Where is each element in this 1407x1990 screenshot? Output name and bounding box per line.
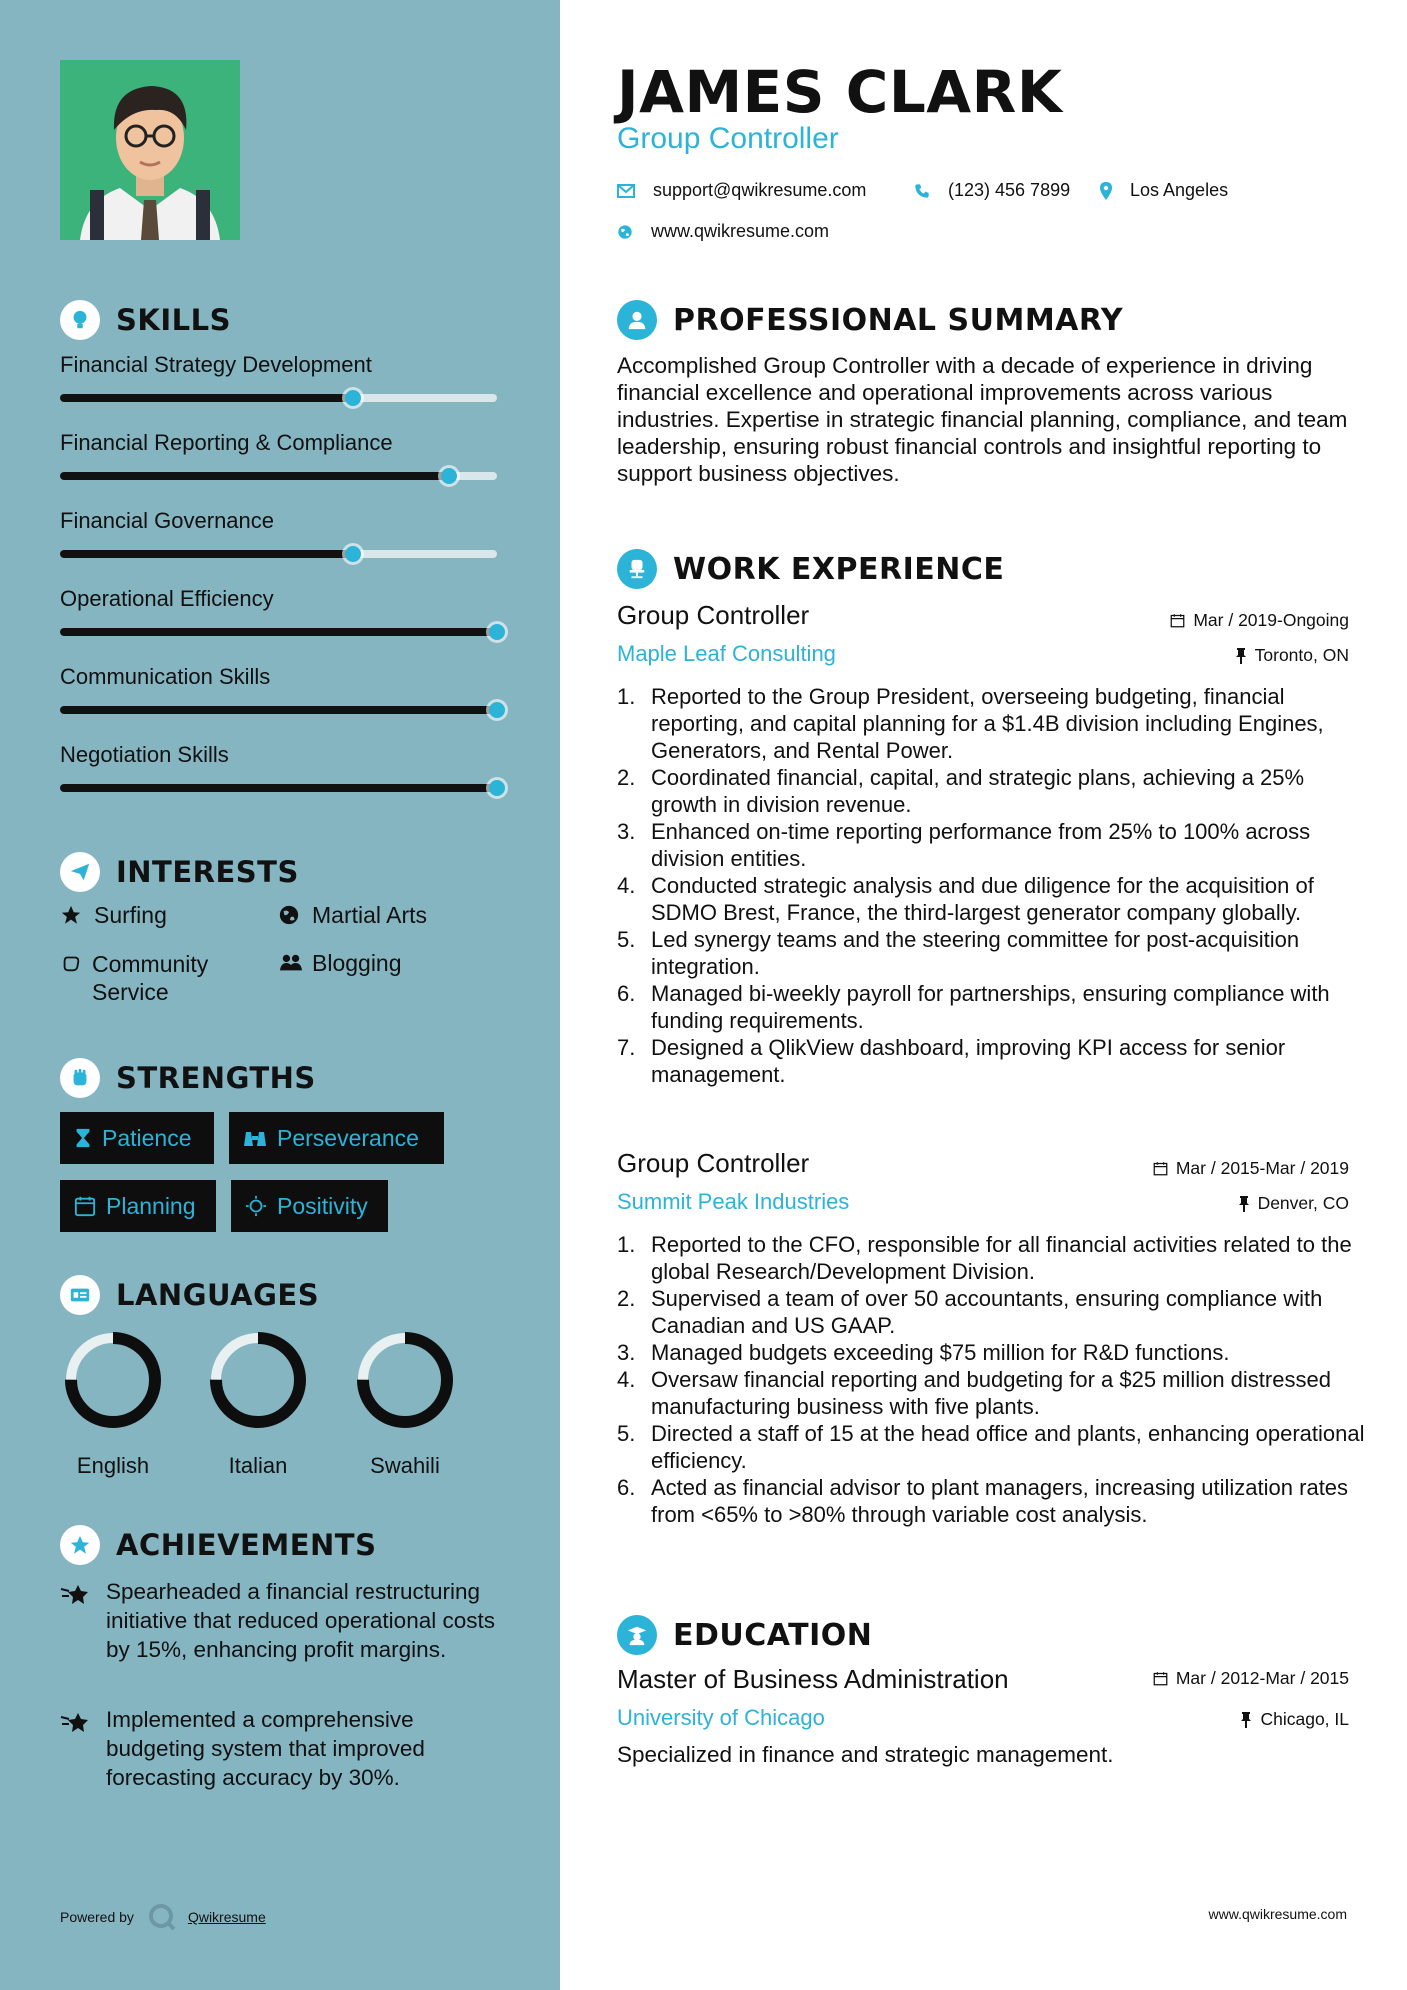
interest-label: Surfing [94, 902, 167, 928]
language-name: Swahili [370, 1453, 440, 1478]
education-location-text: Chicago, IL [1260, 1709, 1349, 1729]
interest-item [60, 950, 260, 1006]
job-dates-text: Mar / 2015-Mar / 2019 [1175, 1158, 1349, 1178]
contact-phone[interactable] [914, 180, 1070, 201]
skill-bar [60, 472, 497, 480]
strength-label: Patience [102, 1124, 192, 1151]
contact-email[interactable] [617, 180, 866, 201]
profile-photo [60, 60, 240, 240]
duty-item: Managed bi-weekly payroll for partnerships, ensuring compliance with funding requirements. [651, 981, 1330, 1033]
achievement-text: Spearheaded a financial restructuring initiative that reduced operational costs by 15%, enhancing profit margins. [106, 1579, 495, 1662]
experience-heading [617, 549, 1004, 589]
phone-text: (123) 456 7899 [948, 180, 1071, 200]
strength-tag [60, 1112, 214, 1164]
job-dates-text: Mar / 2019-Ongoing [1193, 610, 1349, 630]
interests-title: INTERESTS [116, 855, 299, 889]
language-ring [355, 1330, 455, 1430]
hand-icon [60, 950, 82, 980]
education-description: Specialized in finance and strategic management. [617, 1742, 1114, 1767]
user-icon [617, 300, 657, 340]
achievements-title: ACHIEVEMENTS [116, 1528, 377, 1562]
footer-website[interactable]: www.qwikresume.com [1208, 1906, 1347, 1922]
job-title: Group Controller [617, 600, 810, 630]
school-name: University of Chicago [617, 1705, 825, 1730]
office-chair-icon [617, 549, 657, 589]
pushpin-icon [1235, 648, 1247, 664]
duty-item: Conducted strategic analysis and due diligence for the acquisition of SDMO Brest, France, the third-largest generator company globally. [651, 873, 1314, 925]
shooting-star-icon [60, 1577, 94, 1664]
degree-title: Master of Business Administration [617, 1664, 1009, 1694]
skill-label: Operational Efficiency [60, 586, 274, 611]
qwikresume-logo-icon [148, 1903, 176, 1931]
email-text: support@qwikresume.com [653, 180, 867, 200]
summary-text: Accomplished Group Controller with a decade of experience in driving financial excellence and operational improvements across various industries. Expertise in strategic financial planning, compliance, and team leadership, ensuring robust financial controls and insightful reporting to support business objectives. [617, 353, 1348, 486]
skill-item [60, 664, 497, 714]
skill-label: Financial Strategy Development [60, 352, 372, 377]
interest-item [278, 902, 427, 932]
strength-label: Planning [106, 1192, 196, 1219]
skill-bar [60, 628, 497, 636]
skill-knob [345, 390, 361, 406]
skill-knob [441, 468, 457, 484]
sidebar [0, 0, 560, 1990]
skill-label: Financial Governance [60, 508, 275, 533]
envelope-icon [617, 184, 635, 198]
summary-title: PROFESSIONAL SUMMARY [673, 302, 1124, 338]
duty-item: Reported to the CFO, responsible for all financial activities related to the global Research/Development Division. [651, 1232, 1352, 1284]
calendar-icon [1153, 1161, 1168, 1176]
language-item [203, 1330, 313, 1479]
graduate-icon [617, 1615, 657, 1655]
duty-item: Enhanced on-time reporting performance from 25% to 100% across division entities. [651, 819, 1311, 871]
globe-icon [278, 902, 302, 932]
duties-list [617, 1231, 1375, 1528]
contact-location [1100, 180, 1228, 201]
pushpin-icon [1240, 1712, 1252, 1728]
skill-bar [60, 550, 497, 558]
languages-heading [60, 1275, 319, 1315]
skill-label: Negotiation Skills [60, 742, 229, 767]
strength-tag [229, 1112, 444, 1164]
skill-item [60, 586, 497, 636]
job-dates [1153, 1158, 1349, 1179]
location-text: Los Angeles [1130, 180, 1229, 200]
duty-item: Acted as financial advisor to plant managers, increasing utilization rates from <65% to >80% through variable cost analysis. [651, 1475, 1349, 1527]
fist-icon [60, 1058, 100, 1098]
contact-website[interactable] [617, 221, 829, 242]
duties-list [617, 683, 1375, 1088]
duty-item: Oversaw financial reporting and budgeting for a $25 million distressed manufacturing business with five plants. [651, 1367, 1331, 1419]
duty-item: Managed budgets exceeding $75 million for R&D functions. [651, 1340, 1230, 1365]
skill-item [60, 508, 497, 558]
language-item [350, 1330, 460, 1479]
map-pin-icon [1100, 182, 1112, 200]
interest-label: Blogging [312, 950, 402, 976]
calendar-icon [74, 1195, 96, 1217]
strengths-title: STRENGTHS [116, 1061, 316, 1095]
job-location [1235, 645, 1349, 666]
id-card-icon [60, 1275, 100, 1315]
sun-icon [245, 1195, 267, 1217]
star-icon [60, 902, 84, 932]
skill-bar [60, 784, 497, 792]
education-dates-text: Mar / 2012-Mar / 2015 [1175, 1668, 1349, 1688]
powered-by [60, 1903, 266, 1931]
achievement-item [60, 1705, 500, 1792]
interests-heading [60, 852, 299, 892]
language-ring [63, 1330, 163, 1430]
skill-knob [489, 702, 505, 718]
skills-title: SKILLS [116, 303, 231, 337]
education-title: EDUCATION [673, 1617, 873, 1653]
skill-item [60, 742, 497, 792]
language-ring [208, 1330, 308, 1430]
interest-item [60, 902, 167, 932]
skill-label: Communication Skills [60, 664, 271, 689]
skill-label: Financial Reporting & Compliance [60, 430, 393, 455]
skill-item [60, 430, 497, 480]
powered-by-label: Powered by [60, 1909, 134, 1925]
achievements-heading [60, 1525, 376, 1565]
languages-title: LANGUAGES [116, 1278, 320, 1312]
binoculars-icon [243, 1128, 267, 1148]
language-item [58, 1330, 168, 1479]
job-location-text: Denver, CO [1257, 1193, 1349, 1213]
strength-label: Perseverance [277, 1124, 419, 1151]
company-name: Summit Peak Industries [617, 1189, 850, 1214]
duty-item: Designed a QlikView dashboard, improving KPI access for senior management. [651, 1035, 1286, 1087]
job-location-text: Toronto, ON [1254, 645, 1349, 665]
skill-bar [60, 706, 497, 714]
interest-label: Martial Arts [312, 902, 428, 928]
duty-item: Led synergy teams and the steering committee for post-acquisition integration. [651, 927, 1300, 979]
hourglass-icon [74, 1127, 92, 1149]
language-name: English [76, 1453, 150, 1478]
star-badge-icon [60, 1525, 100, 1565]
duty-item: Coordinated financial, capital, and strategic plans, achieving a 25% growth in division revenue. [651, 765, 1305, 817]
strengths-heading [60, 1058, 316, 1098]
summary-heading [617, 300, 1123, 340]
company-name: Maple Leaf Consulting [617, 641, 836, 666]
globe-icon [617, 224, 633, 240]
skill-bar [60, 394, 497, 402]
job-location [1238, 1193, 1349, 1214]
skills-heading [60, 300, 231, 340]
skill-knob [345, 546, 361, 562]
website-text: www.qwikresume.com [651, 221, 830, 241]
candidate-name: JAMES CLARK [617, 58, 1063, 126]
duty-item: Directed a staff of 15 at the head office and plants, enhancing operational efficiency. [651, 1421, 1365, 1473]
calendar-icon [1153, 1671, 1168, 1686]
interest-label: Community Service [92, 951, 209, 1005]
language-name: Italian [228, 1453, 288, 1478]
education-location [1240, 1709, 1349, 1730]
strength-label: Positivity [277, 1192, 368, 1219]
skill-item [60, 352, 497, 402]
phone-icon [914, 183, 930, 199]
qwikresume-link[interactable]: Qwikresume [187, 1909, 266, 1925]
interest-item [278, 950, 402, 980]
education-dates [1153, 1668, 1349, 1689]
candidate-role: Group Controller [617, 122, 839, 155]
education-heading [617, 1615, 872, 1655]
duty-item: Reported to the Group President, overseeing budgeting, financial reporting, and capital planning for a $1.4B division including Engines, Generators, and Rental Power. [651, 684, 1324, 763]
duty-item: Supervised a team of over 50 accountants, ensuring compliance with Canadian and US GAAP. [651, 1286, 1323, 1338]
calendar-icon [1170, 613, 1185, 628]
strength-tag [231, 1180, 388, 1232]
achievement-text: Implemented a comprehensive budgeting system that improved forecasting accuracy by 30%. [106, 1707, 425, 1790]
skill-knob [489, 624, 505, 640]
users-icon [278, 950, 302, 980]
job-title: Group Controller [617, 1148, 810, 1178]
paper-plane-icon [60, 852, 100, 892]
lightbulb-icon [60, 300, 100, 340]
experience-title: WORK EXPERIENCE [673, 551, 1005, 587]
achievement-item [60, 1577, 500, 1664]
strength-tag [60, 1180, 216, 1232]
shooting-star-icon [60, 1705, 94, 1792]
job-dates [1170, 610, 1349, 631]
pushpin-icon [1238, 1196, 1250, 1212]
skill-knob [489, 780, 505, 796]
